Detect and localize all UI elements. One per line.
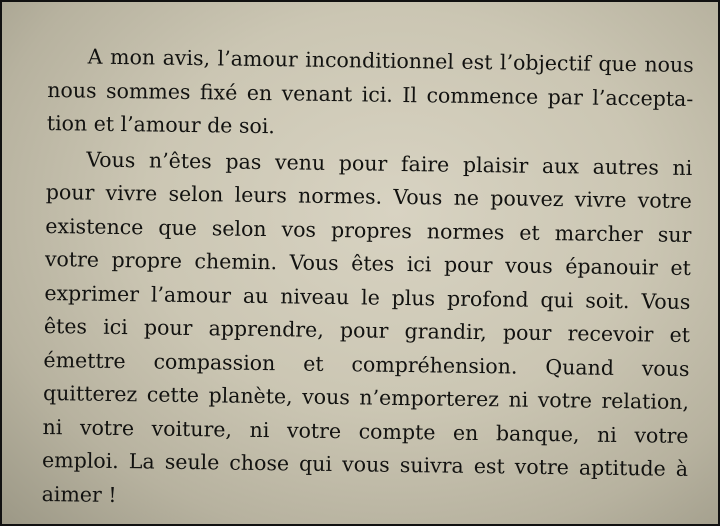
text-line: existence que selon vos propres normes et marcher sur bbox=[45, 213, 692, 247]
text-line: tion et l’amour de soi. bbox=[46, 110, 276, 139]
text-line: emploi. La seule chose qui vous suivra est votre aptitude à bbox=[41, 447, 689, 481]
text-line: votre propre chemin. Vous êtes ici pour vous épanouir et bbox=[44, 246, 692, 280]
text-line: pour vivre selon leurs normes. Vous ne pouvez vivre votre bbox=[45, 179, 692, 214]
text-line: nous sommes fixé en venant ici. Il commence par l’accepta- bbox=[47, 77, 694, 111]
text-line: Vous n’êtes pas venu pour faire plaisir aux autres ni bbox=[86, 147, 693, 180]
text-line: êtes ici pour apprendre, pour grandir, pour recevoir et bbox=[43, 313, 691, 347]
paragraph-1 bbox=[47, 40, 694, 150]
text-line: A mon avis, l’amour inconditionnel est l’objectif que nous bbox=[87, 44, 694, 78]
page-text bbox=[41, 40, 694, 522]
text-line: quitterez cette planète, vous n’emporterez ni votre relation, bbox=[42, 380, 690, 414]
text-line: ni votre voiture, ni votre compte en banque, ni votre bbox=[42, 414, 689, 448]
text-line: aimer ! bbox=[41, 481, 117, 507]
text-line: exprimer l’amour au niveau le plus profond qui soit. Vous bbox=[44, 280, 691, 314]
paragraph-2 bbox=[41, 142, 692, 519]
text-line: émettre compassion et compréhension. Quand vous bbox=[43, 347, 690, 381]
